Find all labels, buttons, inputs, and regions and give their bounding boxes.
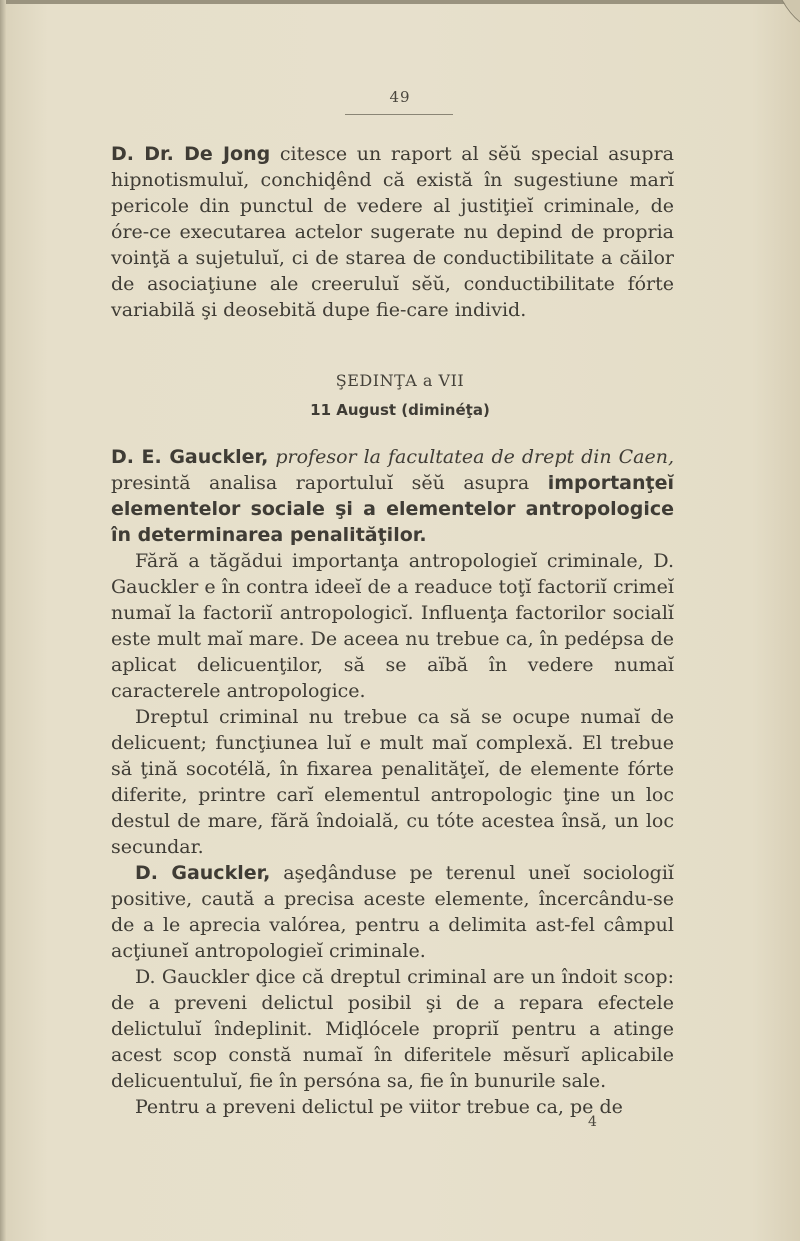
paragraph-criminal-law: Dreptul criminal nu trebue ca să se ocupe numaĭ de delicuent; funcţiunea luĭ e mult maĭ complexă. El trebue să ţină socotélă, în fixarea penalităţeĭ, de elemente fórte diferite, printre carĭ elementul antropologic ţine un loc destul de mare, fără îndoială, cu tóte acestea însă, un loc secundar.	[111, 706, 674, 858]
page-binding-edge	[0, 0, 6, 1241]
speaker-name: D. E. Gauckler,	[111, 446, 269, 468]
session-date: 11 August (diminéţa)	[310, 401, 490, 419]
speaker-role: profesor la facultatea de drept din Caen,	[275, 446, 674, 468]
paragraph-anthropology: Fără a tăgădui importanţa antropologieĭ criminale, D. Gauckler e în contra ideeĭ de a readuce toţĭ factoriĭ crimeĭ numaĭ la factoriĭ antropologicĭ. Influenţa factorilor socialĭ este mult maĭ mare. De aceea nu trebue ca, în pedépsa de aplicat delicuenţilor, să se aïbă în vedere numaĭ caracterele antropologice.	[111, 550, 674, 702]
speaker-name: D. Dr. De Jong	[111, 143, 271, 165]
page-number-rule	[345, 114, 453, 115]
page-number: 49	[389, 88, 411, 106]
paragraph-de-jong	[111, 141, 674, 323]
paragraph-prevention: Pentru a preveni delictul pe viitor trebue ca, pe de	[135, 1096, 623, 1118]
speaker-name: D. Gauckler,	[135, 862, 271, 884]
session-body	[111, 444, 674, 1120]
corner-fold-icon	[778, 0, 800, 40]
paragraph-sociology	[111, 860, 674, 964]
signature-mark: 4	[588, 1114, 597, 1130]
session-heading: ŞEDINŢA a VII	[335, 371, 465, 390]
paragraph-purpose: D. Gauckler ḑice că dreptul criminal are un îndoit scop: de a preveni delictul posibil şi de a repara efectele delictuluĭ îndeplinit. Miḑlócele propriĭ pentru a atinge acest scop constă numaĭ în diferitele mĕsurĭ aplicabile delicuentuluĭ, fie în persóna sa, fie în bunurile sale.	[111, 966, 674, 1092]
paragraph-body: citesce un raport al sĕŭ special asupra hipnotismuluĭ, conchiḑênd că există în sugestiune marĭ pericole din punctul de vedere al justiţieĭ criminale, de óre-ce executarea actelor sugerate nu depind de propria voinţă a sujetuluĭ, ci de starea de conductibilitate a căilor de asociaţiune ale creeruluĭ sĕŭ, conductibilitate fórte variabilă şi deosebită dupe fie-care individ.	[111, 143, 674, 321]
report-topic: importanţeĭ elementelor sociale şi a elementelor antropologice în determinarea penalităţilor.	[111, 472, 674, 546]
paragraph-text	[111, 141, 674, 323]
page-top-edge	[0, 0, 800, 4]
paragraph-body: presintă analisa raportuluĭ sĕŭ asupra	[111, 472, 548, 494]
paragraph-gauckler-intro	[111, 444, 674, 548]
paragraph-body: aşeḑânduse pe terenul uneĭ sociologiĭ positive, caută a precisa aceste elemente, încercându-se de a le aprecia valórea, pentru a delimita ast-fel câmpul acţiuneĭ antropologieĭ criminale.	[111, 862, 674, 962]
